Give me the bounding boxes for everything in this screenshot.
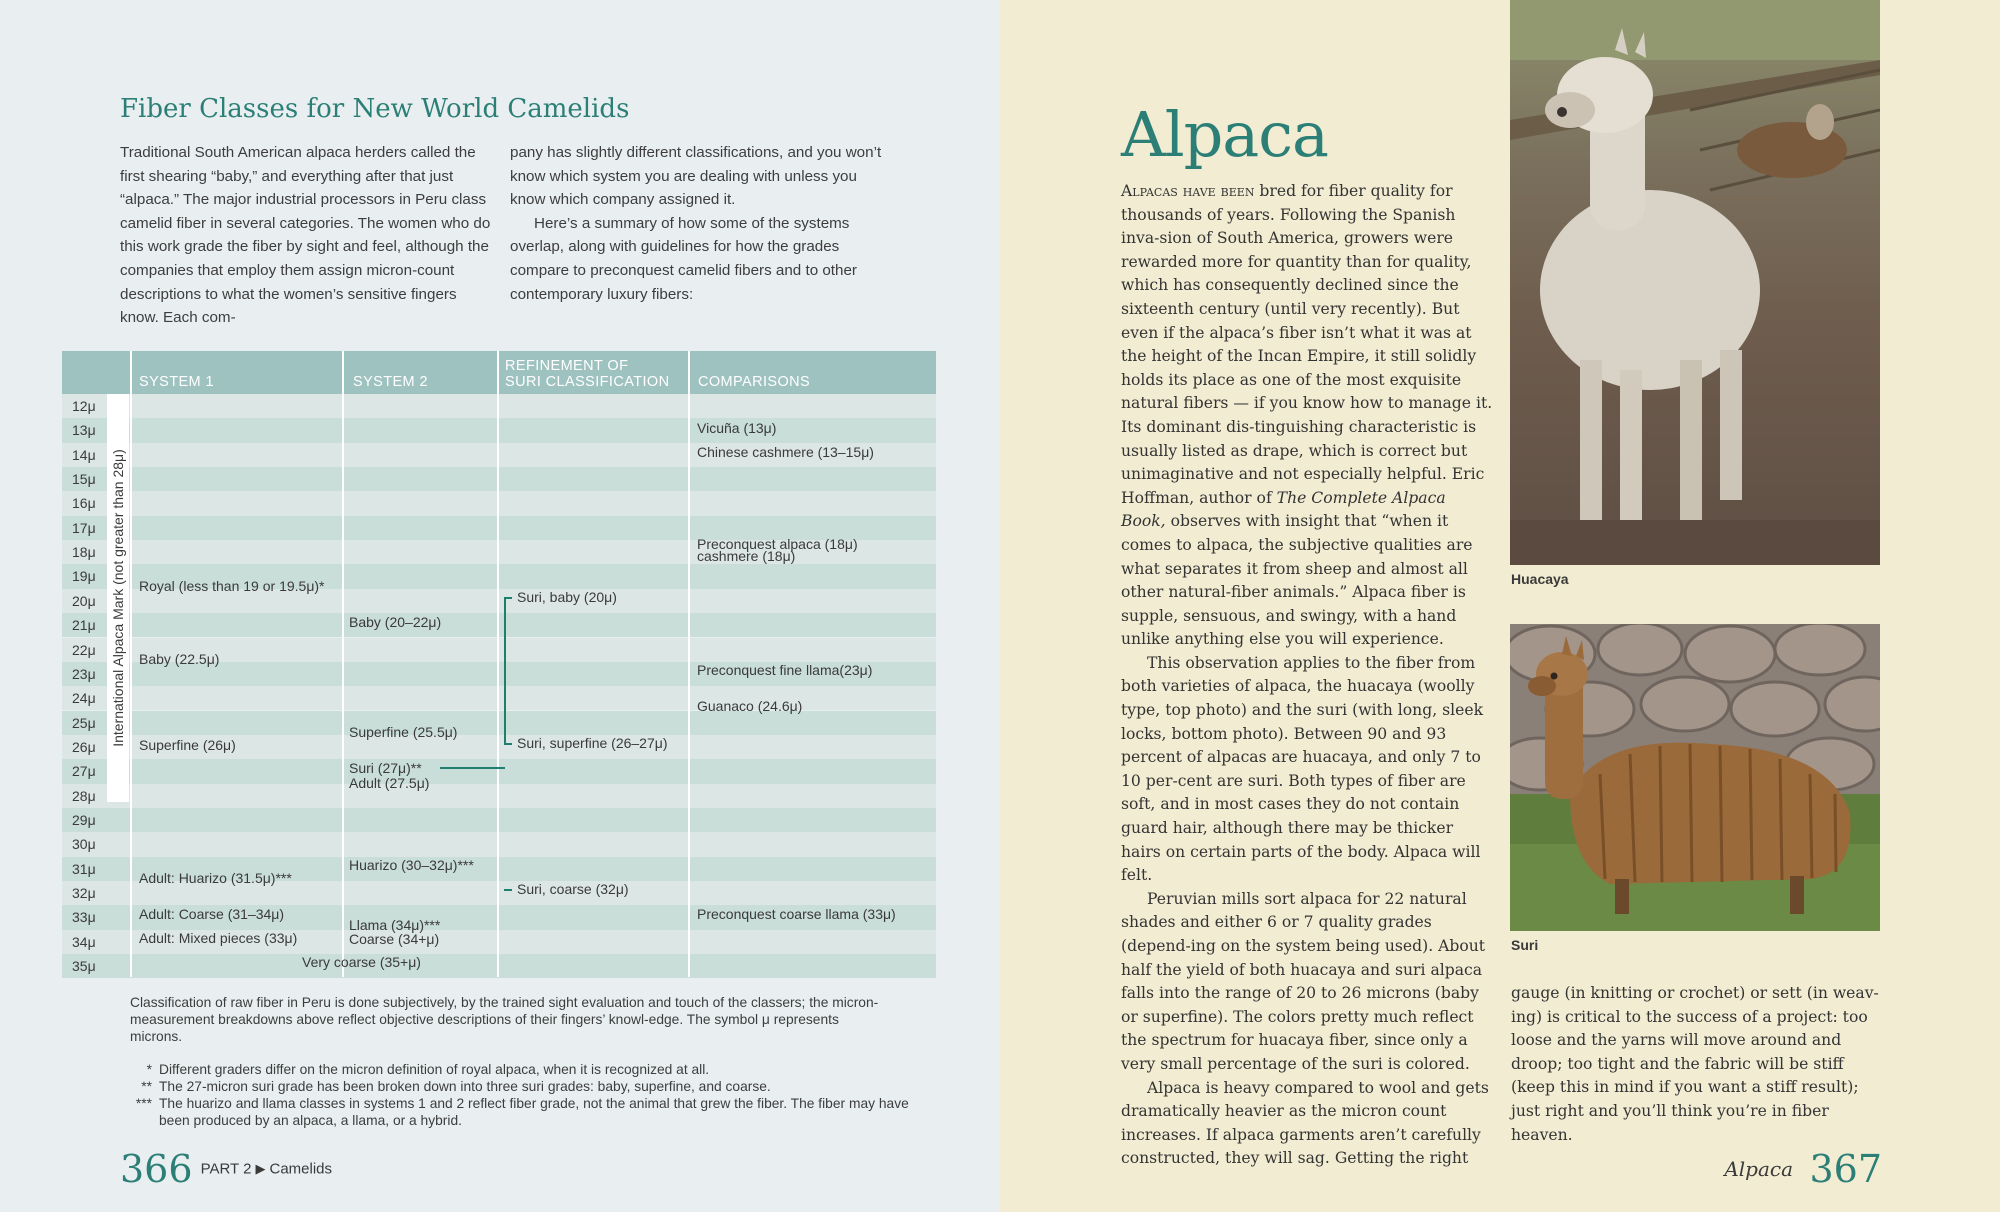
table-row [62,954,936,978]
footnote [130,1095,910,1129]
micron-label: 15μ [72,471,96,488]
system2-suri: Suri (27μ)** [349,760,422,776]
column-divider [688,351,690,977]
micron-label: 27μ [72,763,96,780]
comparison-preconquest-alpaca: Preconquest alpaca (18μ) [697,536,858,552]
suri-bracket-tick [504,597,512,599]
micron-label: 35μ [72,958,96,975]
footnote [130,1061,910,1078]
table-row [62,418,936,442]
body-paragraph [1121,180,1493,652]
micron-label: 25μ [72,714,96,731]
system1-coarse: Adult: Coarse (31–34μ) [139,906,285,922]
micron-label: 23μ [72,665,96,682]
footnote-text: Different graders differ on the micron definition of royal alpaca, when it is recognized at all. [159,1062,710,1077]
huacaya-alpaca-image [1510,0,1880,565]
body-text: bred for fiber quality for thousands of years. Following the Spanish inva-sion of South America, growers were rewarded more for quantity than for quality, which has consequently declined since the sixteenth century (until very recently). But even if the alpaca’s fiber isn’t what it was at the height of the Incan Empire, it still solidly holds its place as one of the most exquisite natural fibers — if you know how to manage it. Its dominant dis-tinguishing characteristic is usually listed as drape, which is correct but unimaginative and not especially helpful. Eric Hoffman, author of [1121,182,1493,507]
running-section: Camelids [269,1160,333,1178]
suri-alpaca-image [1510,624,1880,931]
comparison-preconquest-fine-llama: Preconquest fine llama(23μ) [697,662,873,678]
intro-column-right [510,141,882,306]
body-column-2: gauge (in knitting or crochet) or sett (in weav-ing) is critical to the success of a project: too loose and the yarns will move around and droop; too tight and the fabric will be stiff (keep this in mind if you want a stiff result); just right and you’ll think you’re in fiber heaven. [1511,984,1879,1144]
system1-mixed-pieces: Adult: Mixed pieces (33μ) [139,930,298,946]
table-row [62,808,936,832]
fiber-class-table [62,351,936,977]
footnote-text: The huarizo and llama classes in systems 1 and 2 reflect fiber grade, not the animal that grew the fiber. The fiber may have been produced by an alpaca, a llama, or a hybrid. [159,1096,909,1128]
chapter-title: Alpaca [1121,98,1328,171]
suri-bracket-line [504,597,506,743]
table-row [62,491,936,515]
system2-huarizo: Huarizo (30–32μ)*** [349,857,474,873]
suri-photo [1510,624,1880,931]
micron-label: 13μ [72,422,96,439]
micron-label: 14μ [72,446,96,463]
system2-adult: Adult (27.5μ) [349,775,430,791]
comparison-chinese-cashmere: Chinese cashmere (13–15μ) [697,444,874,460]
triangle-right-icon: ▶ [255,1161,266,1176]
footnote-mark: * [146,1062,152,1077]
book-title: The Complete Alpaca Book, [1121,488,1446,531]
header-refinement [505,358,669,390]
micron-label: 21μ [72,617,96,634]
comparison-cashmere-18: cashmere (18μ) [697,548,796,564]
micron-label: 19μ [72,568,96,585]
table-note: Classification of raw fiber in Peru is done subjectively, by the trained sight evaluation and touch of the classers; the micron-measurement breakdowns above reflect objective descriptions of their fingers’ knowl-edge. The symbol μ represents microns. [130,995,879,1044]
micron-label: 16μ [72,495,96,512]
system2-baby: Baby (20–22μ) [349,614,442,630]
micron-label: 18μ [72,544,96,561]
comparison-vicuna: Vicuña (13μ) [697,420,777,436]
system1-huarizo: Adult: Huarizo (31.5μ)*** [139,870,292,886]
column-divider [342,351,344,977]
system2-superfine: Superfine (25.5μ) [349,724,458,740]
caption-suri: Suri [1511,937,1539,953]
footnotes [130,1061,910,1129]
comparison-guanaco: Guanaco (24.6μ) [697,698,803,714]
header-system-2: SYSTEM 2 [353,374,428,390]
sidebar-title: Fiber Classes for New World Camelids [120,94,630,124]
system2-coarse: Coarse (34+μ) [349,931,440,947]
footnote-text: The 27-micron suri grade has been broken down into three suri grades: baby, superfine, and coarse. [159,1079,771,1094]
refinement-suri-coarse: Suri, coarse (32μ) [517,881,629,897]
micron-label: 28μ [72,787,96,804]
intro-paragraph: Traditional South American alpaca herders called the first shearing “baby,” and everything after that just “alpaca.” The major industrial processors in Peru class camelid fiber in several categories. The women who do this work grade the fiber by sight and feel, although the companies that employ them assign micron-count descriptions to what the women’s sensitive fingers know. Each com- [120,144,491,327]
page-number: 367 [1809,1147,1882,1191]
micron-label: 26μ [72,738,96,755]
suri-bracket-tick [504,743,512,745]
header-comparisons: COMPARISONS [698,374,811,390]
header-refinement-line-2: SURI CLASSIFICATION [505,374,670,390]
system1-superfine: Superfine (26μ) [139,737,236,753]
micron-label: 33μ [72,909,96,926]
very-coarse-label: Very coarse (35+μ) [302,954,421,970]
table-row [62,467,936,491]
caption-huacaya: Huacaya [1511,571,1569,587]
body-paragraph: Alpaca is heavy compared to wool and gets dramatically heavier as the micron count increases. If alpaca garments aren’t carefully constructed, they will sag. Getting the right [1121,1078,1489,1168]
suri-connector-line [440,767,505,769]
page-number: 366 [120,1147,193,1191]
system1-baby: Baby (22.5μ) [139,651,220,667]
refinement-suri-superfine: Suri, superfine (26–27μ) [517,735,668,751]
body-text: observes with insight that “when it comes to alpaca, the subjective qualities are what separates it from sheep and almost all other natural-fiber animals.” Alpaca fiber is supple, sensuous, and swingy, with a hand unlike anything else you will experience. [1121,512,1473,649]
body-paragraph: Peruvian mills sort alpaca for 22 natural shades and either 6 or 7 quality grades (depend-ing on the system being used). About half the yield of both huacaya and suri alpaca falls into the range of 20 to 26 microns (baby or superfine). The colors pretty much reflect the spectrum for huacaya fiber, since only a very small percentage of the suri is colored. [1121,889,1486,1073]
column-divider [497,351,499,977]
body-column-1 [1121,180,1493,1171]
micron-label: 32μ [72,885,96,901]
table-row [62,711,936,735]
table-row [62,686,936,710]
table-row [62,759,936,783]
micron-label: 34μ [72,933,96,950]
intro-column-left [120,141,492,330]
column-divider [130,351,132,977]
alpaca-mark-label: International Alpaca Mark (not greater than 28μ) [110,449,126,747]
micron-label: 20μ [72,592,96,609]
table-row [62,784,936,808]
system1-royal: Royal (less than 19 or 19.5μ)* [139,578,325,594]
intro-paragraph-continued: pany has slightly different classifications, and you won’t know which system you are dealing with unless you know which company assigned it. [510,144,882,209]
huacaya-photo [1510,0,1880,565]
micron-label: 12μ [72,398,96,414]
intro-paragraph-summary: Here’s a summary of how some of the systems overlap, along with guidelines for how the grades compare to preconquest camelid fibers and to other contemporary luxury fibers: [510,214,857,303]
refinement-suri-baby: Suri, baby (20μ) [517,589,617,605]
footnote-mark: ** [141,1079,152,1094]
system2-llama: Llama (34μ)*** [349,917,441,933]
footnote-mark: *** [135,1096,152,1111]
folio-right [1724,1147,1882,1191]
table-header-row [62,351,936,394]
running-title: Alpaca [1724,1157,1794,1181]
suri-bracket-tick [504,889,512,891]
micron-label: 17μ [72,519,96,536]
comparison-preconquest-coarse-llama: Preconquest coarse llama (33μ) [697,906,896,922]
table-row [62,613,936,637]
header-system-1: SYSTEM 1 [139,374,214,390]
micron-label: 29μ [72,811,96,828]
footnote [130,1078,910,1095]
header-refinement-line-1: REFINEMENT OF [505,358,629,374]
lead-in-smallcaps: Alpacas have been [1121,182,1255,200]
running-part: PART 2 [200,1160,252,1178]
body-paragraph: This observation applies to the fiber from both varieties of alpaca, the huacaya (woolly type, top photo) and the suri (with long, sleek locks, bottom photo). Between 90 and 93 percent of alpacas are huacaya, and only 7 to 10 per-cent are suri. Both types of fiber are soft, and in most cases they do not contain guard hair, although there may be thicker hairs on certain parts of the body. Alpaca will felt. [1121,653,1484,885]
folio-left [120,1147,332,1191]
micron-label: 30μ [72,836,96,853]
micron-label: 31μ [72,860,96,877]
table-row [62,394,936,418]
table-row [62,832,936,856]
micron-label: 24μ [72,690,96,707]
micron-label: 22μ [72,641,96,658]
